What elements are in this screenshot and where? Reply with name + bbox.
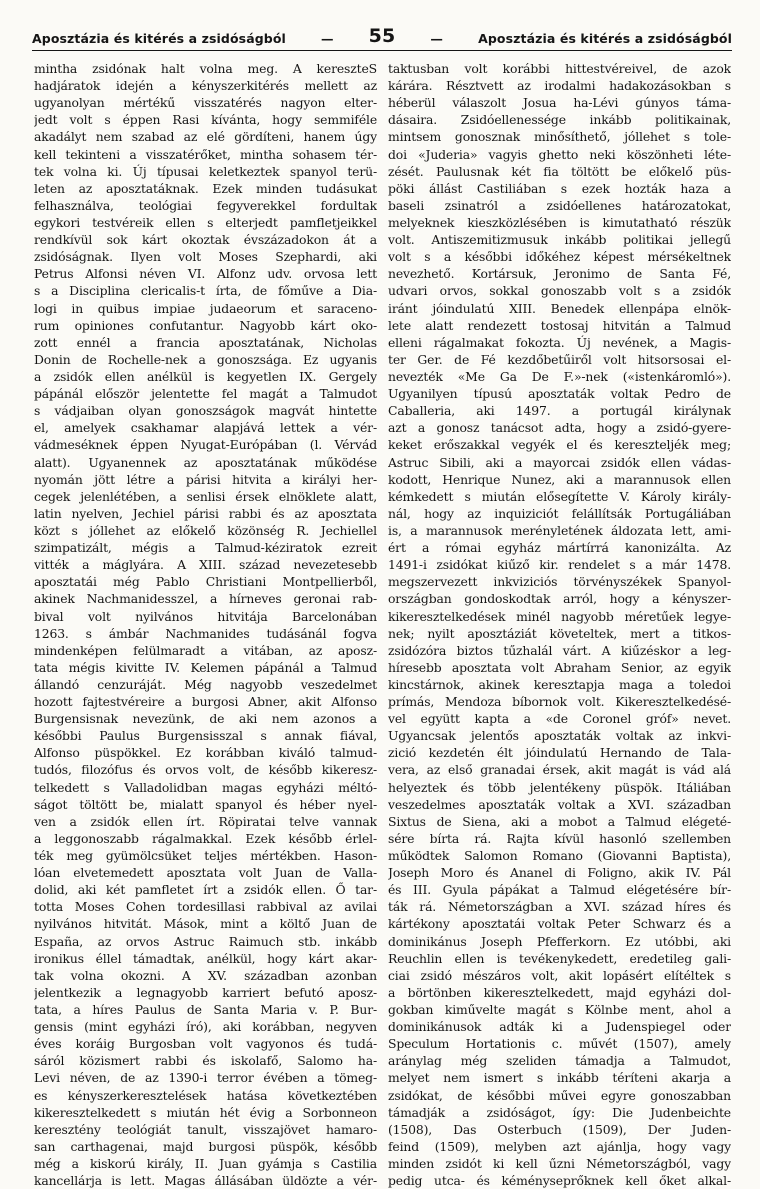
text-line: zsidózóra biztos tűzhalál várt. A kiűzéskor a leg- (388, 642, 731, 658)
text-line: dolid, aki két pamfletet írt a zsidók ellen. Ő tar- (34, 882, 377, 898)
text-line: aposztatái még Pablo Christiani Montpellierből, (34, 574, 377, 590)
text-line: megszervezett inkviziciós törvényszékek Spanyol- (388, 574, 731, 590)
text-line: zició kezdetén élt jóindulatú Hernando de Tala- (388, 745, 731, 761)
text-line: héberül válaszolt Josua ha-Lévi gúnyos táma- (388, 95, 731, 111)
text-line: kikeresztelkedett s miután hét évig a Sorbonneon (34, 1104, 377, 1120)
text-line: melyeknek kieszközlésében is kimutatható részük (388, 214, 731, 230)
text-line: kikeresztelkedések minél nagyobb méretűek legye- (388, 608, 731, 624)
text-line: híresebb aposztata volt Abraham Senior, az egyik (388, 659, 731, 675)
text-line: a börtönben kikeresztelkedett, majd egyházi dol- (388, 984, 731, 1000)
text-line: España, az orvos Astruc Raimuch stb. inkább (34, 933, 377, 949)
text-line: vádmeséknek éppen Nyugat-Európában (l. Vérvád (34, 437, 377, 453)
text-line: Caballeria, aki 1497. a portugál királynak (388, 403, 731, 419)
text-line: ért a római egyház mártírrá kanonizálta. Az (388, 540, 731, 556)
text-line: baseli zsinatról a zsidóellenes határozatokat, (388, 197, 731, 213)
text-line: nyomán jött létre a párisi hitvita a királyi her- (34, 471, 377, 487)
text-line: san carthagenai, majd burgosi püspök, később (34, 1138, 377, 1154)
text-line: ironikus éllel támadtak, anélkül, hogy kárt akar- (34, 950, 377, 966)
text-line: nál, hogy az inquiziciót felállítsák Portugáliában (388, 505, 731, 521)
text-line: zsidókat, de későbbi művei egyre gonoszabban (388, 1087, 731, 1103)
text-line: volt. Antiszemitizmusuk inkább politikai jellegű (388, 232, 731, 248)
text-line: mintsem gonosznak minősíthető, jóllehet s tole- (388, 129, 731, 145)
text-line: kártékony aposztatái voltak Peter Schwarz és a (388, 916, 731, 932)
text-line: jedt volt s éppen Rasi kívánta, hogy semmiféle (34, 112, 377, 128)
text-line: Donin de Rochelle-nek a gonoszsága. Ez ugyanis (34, 351, 377, 367)
text-line: telkedett s Valladolidban magas egyházi méltó- (34, 779, 377, 795)
text-line: egykori testvéreik ellen s elterjedt pamfletjeikkel (34, 214, 377, 230)
text-line: dásaira. Zsidóellenessége inkább politikainak, (388, 112, 731, 128)
text-line: Petrus Alfonsi néven VI. Alfonz udv. orvosa lett (34, 266, 377, 282)
text-line: kancellárja is lett. Magas állásában üldözte a vér- (34, 1173, 377, 1189)
text-line: melyet nem ismert s inkább téríteni akarja a (388, 1070, 731, 1086)
text-line: későbbi Paulus Burgensisszal s annak fiával, (34, 728, 377, 744)
text-line: támadják a zsidóságot, így: Die Judenbeichte (388, 1104, 731, 1120)
text-line: pöki állást Castiliában s ezek hozták haza a (388, 180, 731, 196)
text-line: a zsidók ellen anélkül is kegyetlen IX. Gergely (34, 368, 377, 384)
text-line: Speculum Hortationis c. művét (1507), amely (388, 1036, 731, 1052)
text-line: dominikánusok adták ki a Judenspiegel oder (388, 1019, 731, 1035)
text-line: nyilvános hitvitát. Mások, mint a költő Juan de (34, 916, 377, 932)
text-line: Levi néven, de az 1390-i terror évében a tömeg- (34, 1070, 377, 1086)
text-line: ven a zsidók ellen írt. Röpiratai telve vannak (34, 813, 377, 829)
text-line: helyeztek és több jelentékeny püspök. Itáliában (388, 779, 731, 795)
header-dash-left: — (320, 31, 334, 46)
text-line: és III. Gyula pápákat a Talmud elégetésére bír- (388, 882, 731, 898)
text-line: nevezhető. Kortársuk, Jeronimo de Santa Fé, (388, 266, 731, 282)
text-line: ugyanolyan mértékű visszatérés nagyon elter- (34, 95, 377, 111)
text-line: cegek jelenlétében, a senlisi érsek elnöklete alatt, (34, 488, 377, 504)
text-line: ciai zsidó mészáros volt, akit lopásért elítéltek s (388, 967, 731, 983)
left-column (34, 60, 377, 1189)
text-line: tata, a híres Paulus de Santa Maria v. P. Bur- (34, 1002, 377, 1018)
text-line: nek; nyilt aposztáziát követeltek, mert a titkos- (388, 625, 731, 641)
text-line: ságot töltött be, mialatt spanyol és héber nyel- (34, 796, 377, 812)
text-line: Astruc Sibili, aki a mayorcai zsidók ellen vádas- (388, 454, 731, 470)
text-line: taktusban volt korábbi hittestvéreivel, de azok (388, 61, 731, 76)
text-line: tak volna okozni. A XV. században azonban (34, 967, 377, 983)
text-line: szimpatizált, mégis a Talmud-kéziratok ezreit (34, 540, 377, 556)
text-line: mindenképen felülmaradt a vitában, az aposz- (34, 642, 377, 658)
text-line: doi «Juderia» vagyis ghetto neki köszönheti léte- (388, 146, 731, 162)
text-line: a leggonoszabb rágalmakkal. Ezek később érlel- (34, 830, 377, 846)
page-number: 55 (368, 25, 396, 47)
text-line: is, a marannusok merényletének áldozata lett, ami- (388, 522, 731, 538)
text-line: el, amelyek csakhamar alapjává lettek a vér- (34, 420, 377, 436)
text-line: udvari orvos, sokkal gonoszabb volt s a zsidók (388, 283, 731, 299)
running-head-right: Aposztázia és kitérés a zsidóságból (478, 31, 732, 46)
text-line: zsidóságnak. Ilyen volt Moses Szephardi, aki (34, 249, 377, 265)
text-line: leten az aposztatáknak. Ezek minden tudásukat (34, 180, 377, 196)
text-line: felhasználva, teológiai fegyverekkel fordultak (34, 197, 377, 213)
text-line: zott ennél a francia aposztatának, Nicholas (34, 334, 377, 350)
text-line: 1263. s ámbár Nachmanides tudásánál fogva (34, 625, 377, 641)
text-line: logi in quibus impiae judaeorum et saraceno- (34, 300, 377, 316)
text-line: kell tekinteni a visszatérőket, mintha sohasem tér- (34, 146, 377, 162)
text-line: zését. Paulusnak két fia töltött be előkelő püs- (388, 163, 731, 179)
text-line: Burgensisnak nevezünk, de aki nem azonos a (34, 711, 377, 727)
text-line: kincstárnok, akinek keresztapja maga a toledoi (388, 676, 731, 692)
text-line: rendkívül sok kárt okoztak évszázadokon át a (34, 232, 377, 248)
text-line: s vádjaiban olyan gonoszságok magvát hintette (34, 403, 377, 419)
text-line: latin nyelven, Jechiel párisi rabbi és az aposztata (34, 505, 377, 521)
text-line: kárára. Résztvett az irodalmi hadakozásokban s (388, 78, 731, 94)
text-line: közt s jóllehet az előkelő közönség R. Jechiellel (34, 522, 377, 538)
text-line: sáról közismert rabbi és iskolafő, Salomo ha- (34, 1053, 377, 1069)
text-line: országban gondoskodtak arról, hogy a kényszer- (388, 591, 731, 607)
text-line: rum opiniones confutantur. Nagyobb kárt oko- (34, 317, 377, 333)
text-line: ták rá. Németországban a XVI. század híres és (388, 899, 731, 915)
text-line: lóan elvetemedett aposztata volt Juan de Valla- (34, 865, 377, 881)
header-rule (32, 50, 732, 51)
text-line: mintha zsidónak halt volna meg. A kereszteS (34, 61, 377, 76)
text-line: működtek Salomon Romano (Giovanni Baptista), (388, 848, 731, 864)
text-line: azt a gonosz tanácsot adta, hogy a zsidó-gyere- (388, 420, 731, 436)
text-line: tek volna ki. Új típusai keletkeztek spanyol terü- (34, 163, 377, 179)
text-line: prímás, Mendoza bíbornok volt. Kikeresztelkedésé- (388, 694, 731, 710)
text-line: nevezték «Me Ga De F.»-nek («istenkáromló»). (388, 368, 731, 384)
text-line: vera, az első granadai érsek, akit magát is vád alá (388, 762, 731, 778)
text-line: kémkedett s miután elősegítette V. Károly király- (388, 488, 731, 504)
text-line: feind (1509), melyben azt ajánlja, hogy vagy (388, 1138, 731, 1154)
text-line: Joseph Moro és Ananel di Foligno, akik IV. Pál (388, 865, 731, 881)
text-line: bival volt nyilvános hitvitája Barcelonában (34, 608, 377, 624)
text-line: pedig utca- és kéményseprőknek kell őket alkal- (388, 1173, 731, 1189)
text-line: veszedelmes aposztaták voltak a XVI. században (388, 796, 731, 812)
text-line: Ugyanilyen típusú aposztaták voltak Pedro de (388, 386, 731, 402)
text-line: alatt). Ugyanennek az aposztatának működése (34, 454, 377, 470)
text-line: (1508), Das Osterbuch (1509), Der Juden- (388, 1121, 731, 1137)
running-header (32, 24, 732, 46)
text-line: akinek Nachmanidesszel, a hírneves geronai rab- (34, 591, 377, 607)
text-line: hadjáratok idején a kényszerkitérés mellett az (34, 78, 377, 94)
text-line: Reuchlin ellen is tevékenykedett, eredetileg gali- (388, 950, 731, 966)
text-line: Alfonso püspökkel. Ez korábban kiváló talmud- (34, 745, 377, 761)
text-line: ter Ger. de Fé kezdőbetűiről volt hitsorsosai el- (388, 351, 731, 367)
text-line: állandó cenzuráját. Még nagyobb veszedelmet (34, 676, 377, 692)
text-line: jelentkezik a legnagyobb karriert befutó aposz- (34, 984, 377, 1000)
text-line: hozott fajtestvéreire a burgosi Abner, akit Alfonso (34, 694, 377, 710)
text-line: lete alatt rendezett tostosaj hitvitán a Talmud (388, 317, 731, 333)
text-line: vel együtt kapta a «de Coronel gróf» nevet. (388, 711, 731, 727)
text-line: Sixtus de Siena, aki a mobot a Talmud elégeté- (388, 813, 731, 829)
text-line: sére bírta rá. Rajta kívül hasonló szellemben (388, 830, 731, 846)
text-line: keket erőszakkal vegyék el és kereszteljék meg; (388, 437, 731, 453)
text-line: ték meg gyümölcsüket teljes mértékben. Hason- (34, 848, 377, 864)
text-line: iránt jóindulatú XIII. Benedek ellenpápa elnök- (388, 300, 731, 316)
text-line: gensis (mint egyházi író), aki korábban, negyven (34, 1019, 377, 1035)
text-line: kodott, Henrique Nunez, aki a marannusok ellen (388, 471, 731, 487)
text-line: Ugyancsak jelentős aposztaták voltak az inkvi- (388, 728, 731, 744)
text-line: aránylag még szeliden támadja a Talmudot, (388, 1053, 731, 1069)
text-line: totta Moses Cohen tordesillasi rabbival az avilai (34, 899, 377, 915)
text-line: vitték a máglyára. A XIII. század nevezetesebb (34, 557, 377, 573)
text-line: 1491-i zsidókat kiűző kir. rendelet s a már 1478. (388, 557, 731, 573)
text-line: minden zsidót ki kell űzni Németországból, vagy (388, 1156, 731, 1171)
text-line: es kényszerkeresztelések hatása következtében (34, 1087, 377, 1103)
text-line: tata mégis kivitte IV. Kelemen pápánál a Talmud (34, 659, 377, 675)
text-line: tudós, filozófus és orvos volt, de később kikeresz- (34, 762, 377, 778)
text-line: éves koráig Burgosban volt vagyonos és tudá- (34, 1036, 377, 1052)
running-head-left: Aposztázia és kitérés a zsidóságból (32, 31, 286, 46)
right-column (388, 60, 731, 1189)
text-line: volt s a későbbi időkéhez képest mérsékeltnek (388, 249, 731, 265)
text-line: elleni rágalmakat fokozta. Új nevének, a Magis- (388, 334, 731, 350)
text-line: gokban kiművelte magát s Kölnbe ment, ahol a (388, 1002, 731, 1018)
text-line: akadályt nem szabad az elé gördíteni, hanem úgy (34, 129, 377, 145)
text-line: dominikánus Joseph Pfefferkorn. Ez utóbbi, aki (388, 933, 731, 949)
text-line: keresztény teológiát tanult, visszajövet hamaro- (34, 1121, 377, 1137)
text-line: pápánál először jelentette fel magát a Talmudot (34, 386, 377, 402)
text-line: s a Disciplina clericalis-t írta, de főműve a Dia- (34, 283, 377, 299)
text-line: még a kiskorú király, II. Juan gyámja s Castilia (34, 1156, 377, 1171)
header-dash-right: — (430, 31, 443, 46)
